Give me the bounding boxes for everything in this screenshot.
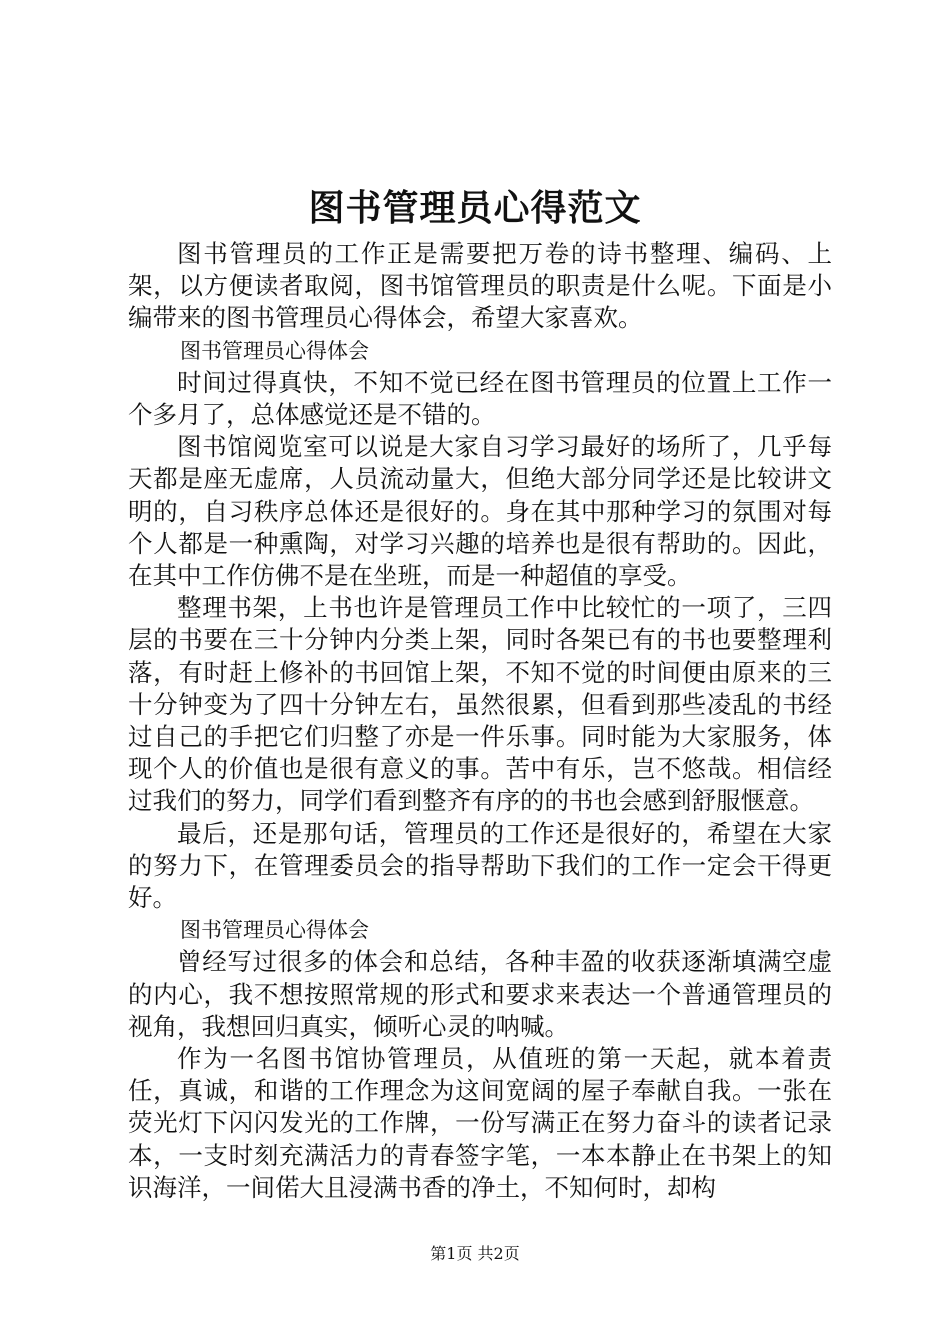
- document-body: [128, 238, 832, 1204]
- paragraph: 曾经写过很多的体会和总结，各种丰盈的收获逐渐填满空虚的内心，我不想按照常规的形式和要求来表达一个普通管理员的视角，我想回归真实，倾听心灵的呐喊。: [128, 947, 832, 1041]
- paragraph: 图书馆阅览室可以说是大家自习学习最好的场所了，几乎每天都是座无虚席，人员流动量大，但绝大部分同学还是比较讲文明的，自习秩序总体还是很好的。身在其中那种学习的氛围对每个人都是一种熏陶，对学习兴趣的培养也是很有帮助的。因此，在其中工作仿佛不是在坐班，而是一种超值的享受。: [128, 432, 832, 591]
- paragraph: 图书管理员的工作正是需要把万卷的诗书整理、编码、上架，以方便读者取阅，图书馆管理员的职责是什么呢。下面是小编带来的图书管理员心得体会，希望大家喜欢。: [128, 239, 832, 333]
- page-footer: 第1页 共2页: [430, 1244, 520, 1263]
- section-heading: 图书管理员心得体会: [180, 918, 369, 943]
- section-heading: 图书管理员心得体会: [180, 338, 369, 363]
- document-title: 图书管理员心得范文: [308, 187, 642, 229]
- paragraph: 整理书架，上书也许是管理员工作中比较忙的一项了，三四层的书要在三十分钟内分类上架，同时各架已有的书也要整理利落，有时赶上修补的书回馆上架，不知不觉的时间便由原来的三十分钟变为了四十分钟左右，虽然很累，但看到那些凌乱的书经过自己的手把它们归整了亦是一件乐事。同时能为大家服务，体现个人的价值也是很有意义的事。苦中有乐，岂不悠哉。相信经过我们的努力，同学们看到整齐有序的的书也会感到舒服惬意。: [128, 593, 832, 816]
- paragraph: 时间过得真快，不知不觉已经在图书管理员的位置上工作一个多月了，总体感觉还是不错的。: [128, 367, 832, 430]
- paragraph: 最后，还是那句话，管理员的工作还是很好的，希望在大家的努力下，在管理委员会的指导帮助下我们的工作一定会干得更好。: [128, 818, 832, 913]
- paragraph: 作为一名图书馆协管理员，从值班的第一天起，就本着责任，真诚，和谐的工作理念为这间宽阔的屋子奉献自我。一张在荧光灯下闪闪发光的工作牌，一份写满正在努力奋斗的读者记录本，一支时刻充满活力的青春签字笔，一本本静止在书架上的知识海洋，一间偌大且浸满书香的净土，不知何时，却构: [128, 1044, 832, 1202]
